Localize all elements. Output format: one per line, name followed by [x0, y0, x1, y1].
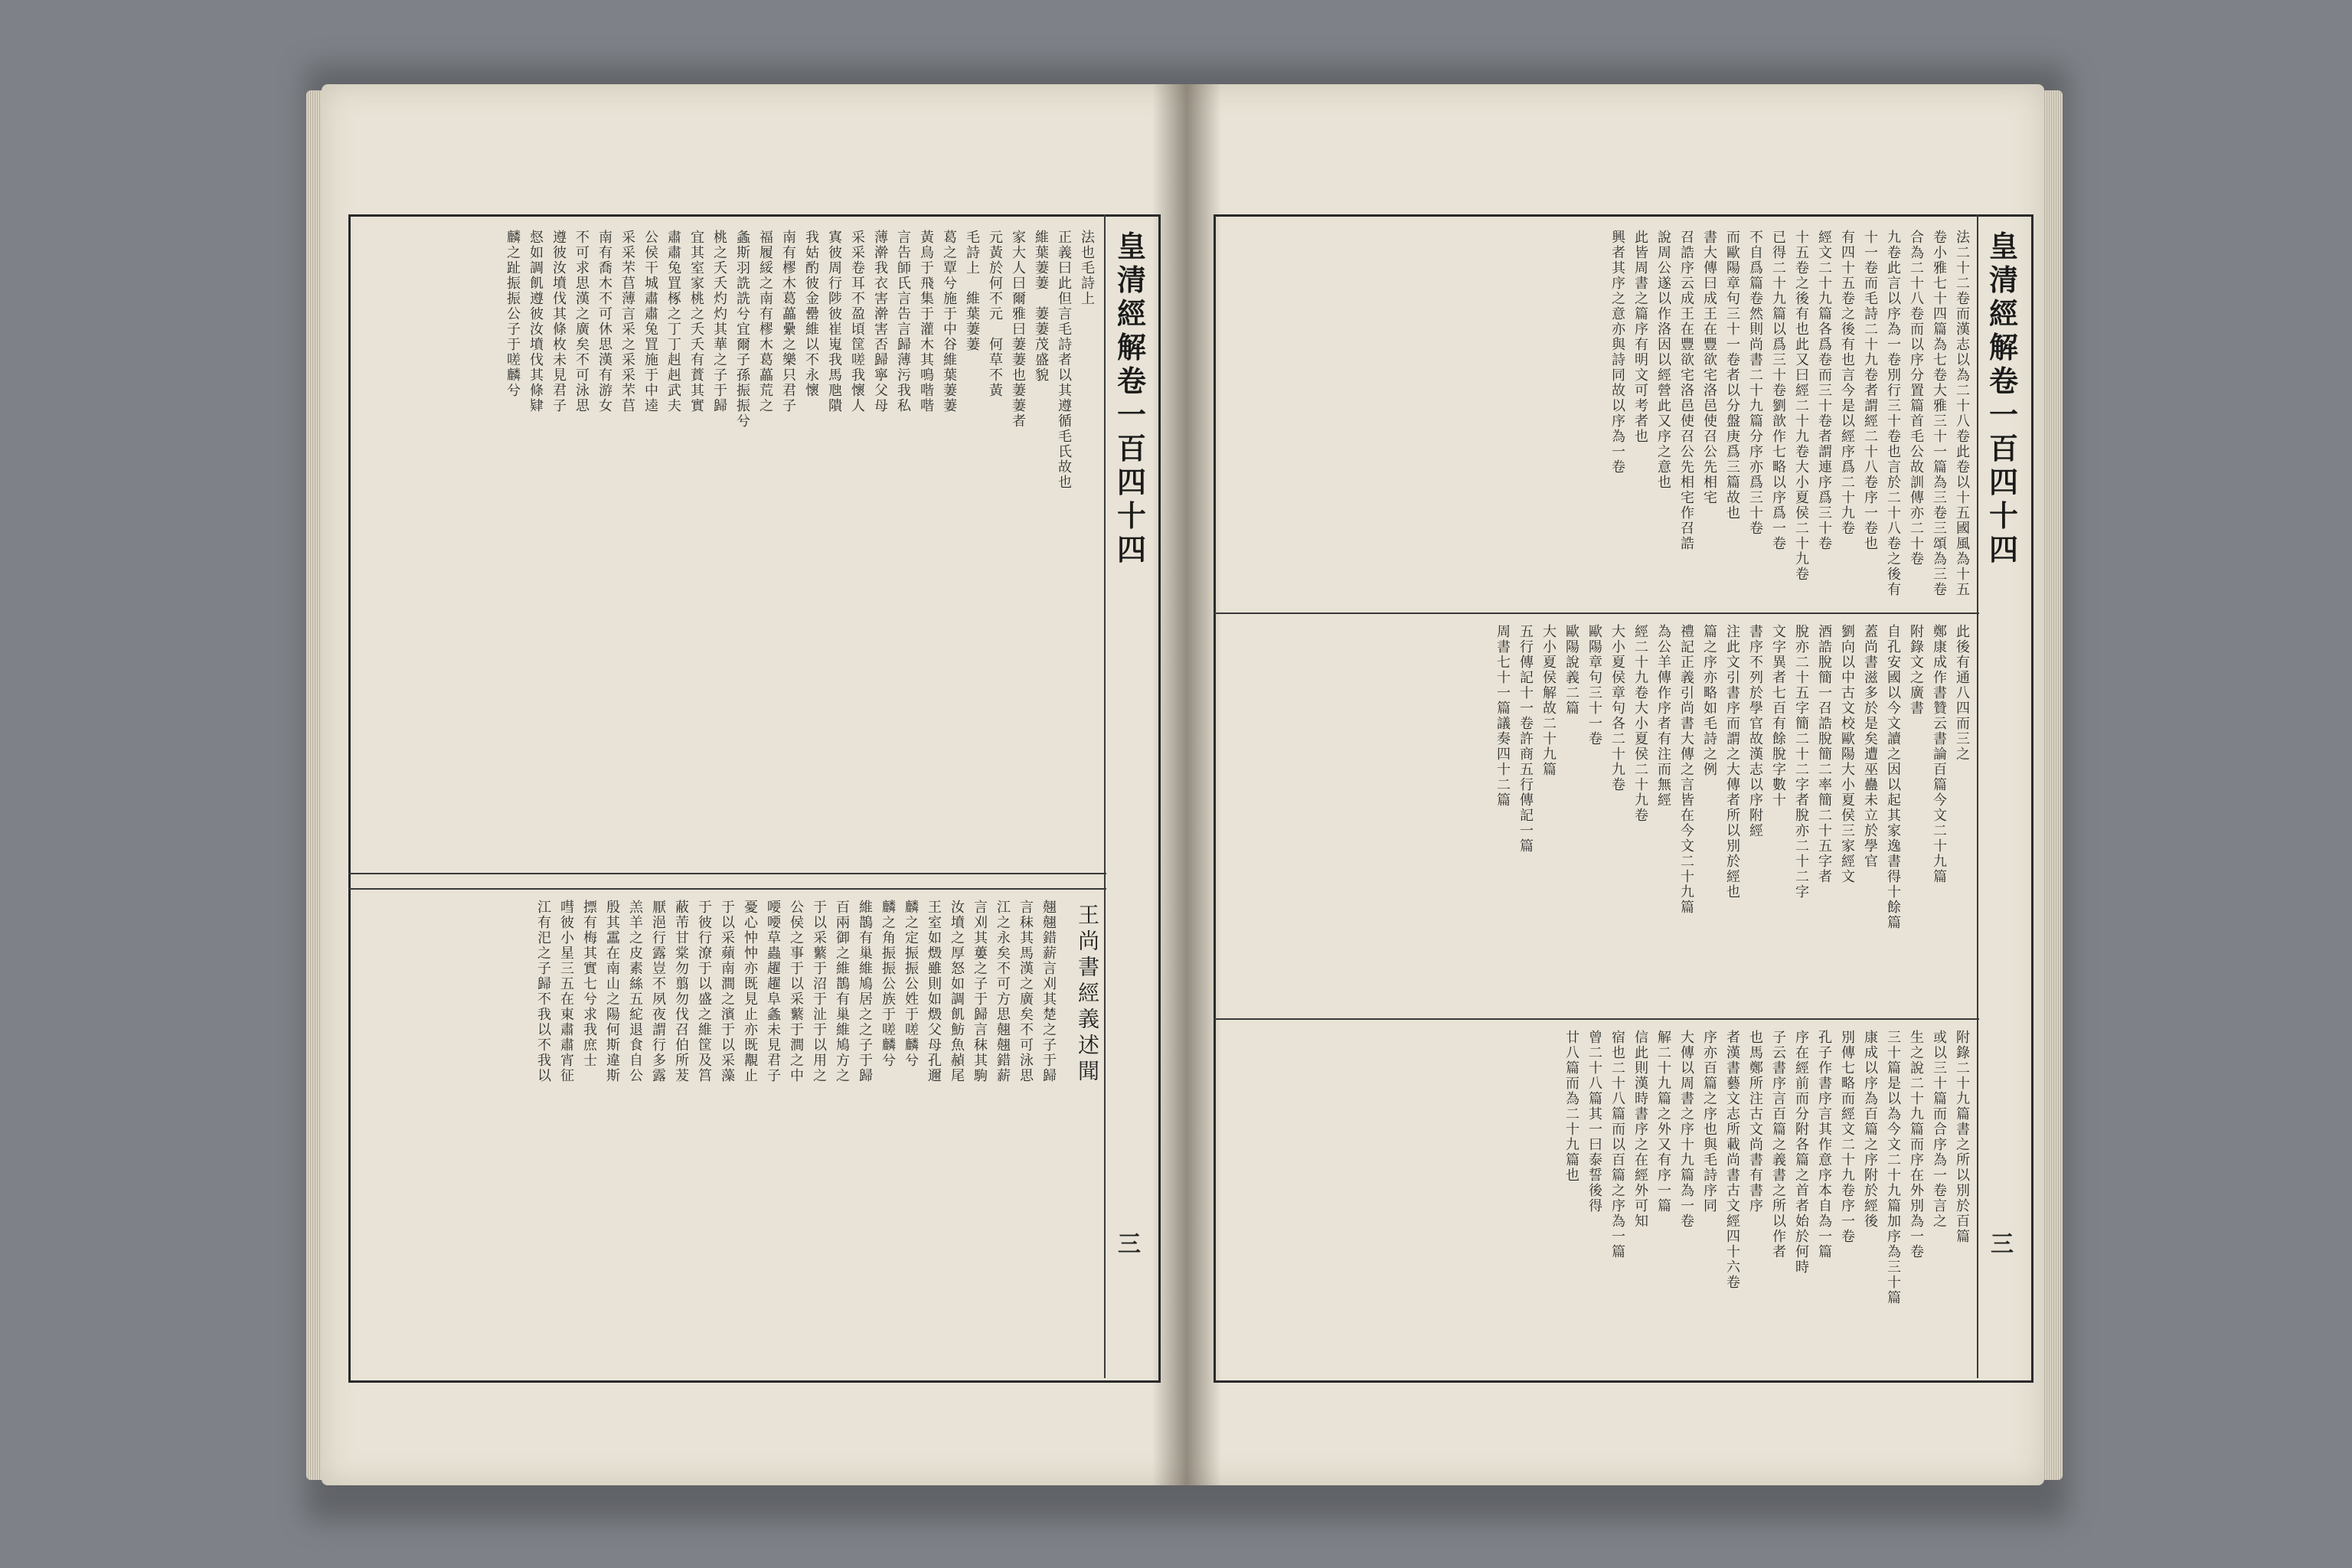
text-column: 福履綏之南有樛木葛藟荒之 — [757, 230, 773, 413]
text-column: 公侯干城肅肅兔罝施于中逵 — [642, 230, 658, 413]
text-column: 歐陽說義二篇 — [1563, 624, 1579, 716]
text-column: 而歐陽章句三十一卷者以分盤庚爲三篇故也 — [1724, 230, 1740, 521]
text-column: 九卷此言以序為一卷別行三十卷也言於二十八卷之後有 — [1885, 230, 1901, 597]
text-column: 蓋尚書滋多於是矣遭巫蠱未立於學官 — [1862, 624, 1878, 869]
text-column: 十一卷而毛詩二十九卷者謂經二十八卷序一卷也 — [1862, 230, 1878, 551]
text-column: 自孔安國以今文讀之因以起其家逸書得十餘篇 — [1885, 624, 1901, 930]
text-column: 召誥序云成王在豐欲宅洛邑使召公先相宅作召誥 — [1678, 230, 1694, 551]
text-column: 書序不列於學官故漢志以序附經 — [1747, 624, 1763, 838]
banner-char: 百 — [1988, 431, 2018, 466]
text-column: 家大人曰爾雅曰萋萋也萋萋者 — [1010, 230, 1026, 429]
text-column: 殷其靁在南山之陽何斯違斯 — [604, 900, 620, 1083]
text-column: 于以采蘋南澗之濱于以采藻 — [719, 900, 735, 1083]
text-column: 百兩御之維鵲有巢維鳩方之 — [834, 900, 850, 1083]
text-column: 桃之夭夭灼灼其華之子于歸 — [711, 230, 727, 413]
left-banner-rule — [1104, 214, 1106, 1378]
text-column: 注此文引書序而謂之大傳者所以別於經也 — [1724, 624, 1740, 900]
banner-char: 清 — [1116, 263, 1146, 297]
banner-char: 經 — [1988, 296, 2018, 331]
banner-char: 四 — [1988, 465, 2018, 499]
text-column: 元黃於何不元 何草不黃 — [987, 230, 1003, 398]
right-text-upper — [1223, 230, 1970, 605]
text-column: 子云書序言百篇之義書之所以作者 — [1770, 1030, 1786, 1259]
left-text-lower — [360, 900, 1057, 1367]
left-divider-mid — [348, 888, 1106, 890]
text-column: 法二十二卷而漢志以為二十八卷此卷以十五國風為十五 — [1954, 230, 1970, 597]
text-column: 江有汜之子歸不我以不我以 — [535, 900, 551, 1083]
text-column: 言告師氏言告言歸薄污我私 — [895, 230, 911, 413]
text-column: 書大傳曰成王在豐欲宅洛邑使召公先相宅 — [1701, 230, 1717, 505]
text-column: 法也毛詩上 — [1079, 230, 1095, 306]
book-gutter — [1152, 84, 1221, 1485]
text-column: 羔羊之皮素絲五紽退食自公 — [627, 900, 643, 1083]
text-column: 附錄文之廣書 — [1908, 624, 1924, 716]
text-column: 宿也二十八篇而以百篇之序為一篇 — [1609, 1030, 1625, 1259]
text-column: 寘彼周行陟彼崔嵬我馬虺隤 — [826, 230, 842, 413]
text-column: 蔽芾甘棠勿翦勿伐召伯所茇 — [673, 900, 689, 1083]
left-page-edges — [306, 90, 323, 1480]
text-column: 毛詩上 維葉萋萋 — [964, 230, 980, 352]
text-column: 南有樛木葛藟纍之樂只君子 — [780, 230, 796, 413]
banner-char: 卷 — [1988, 364, 2018, 398]
text-column: 麟之趾振振公子于嗟麟兮 — [505, 230, 521, 398]
text-column: 采采卷耳不盈頃筐嗟我懷人 — [849, 230, 865, 413]
right-banner-title — [1979, 230, 2028, 567]
text-column: 王室如燬雖則如燬父母孔邇 — [926, 900, 942, 1083]
text-column: 十五卷之後有也此又曰經二十九卷大小夏侯二十九卷 — [1793, 230, 1809, 582]
text-column: 不可求思漢之廣矣不可泳思 — [573, 230, 590, 413]
banner-char: 四 — [1988, 532, 2018, 567]
text-column: 五行傳記十一卷許商五行傳記一篇 — [1517, 624, 1534, 854]
text-column: 為公羊傳作序者有注而無經 — [1655, 624, 1671, 808]
text-column: 維鵲有巢維鳩居之之子于歸 — [857, 900, 873, 1083]
banner-char: 一 — [1988, 397, 2018, 432]
banner-char: 皇 — [1116, 229, 1146, 263]
text-column: 此皆周書之篇序有明文可考者也 — [1632, 230, 1648, 444]
text-column: 康成以序為百篇之序附於經後 — [1862, 1030, 1878, 1229]
text-column: 也馬鄭所注古文尚書有書序 — [1747, 1030, 1763, 1214]
left-divider-upper — [348, 873, 1106, 874]
text-column: 篇之序亦略如毛詩之例 — [1701, 624, 1717, 777]
text-column: 我姑酌彼金罍維以不永懷 — [803, 230, 819, 398]
text-column: 維葉萋萋 萋萋茂盛貌 — [1033, 230, 1049, 383]
banner-char: 解 — [1988, 330, 2018, 364]
text-column: 三十篇是以為今文二十九篇加序為三十篇 — [1885, 1030, 1901, 1305]
text-column: 歐陽章句三十一卷 — [1586, 624, 1602, 746]
right-text-middle — [1223, 624, 1970, 1011]
text-column: 或以三十篇而合序為一卷言之 — [1931, 1030, 1947, 1229]
right-divider-lower — [1214, 1018, 1979, 1020]
text-column: 黃鳥于飛集于灌木其鳴喈喈 — [918, 230, 934, 413]
right-text-lower — [1223, 1030, 1970, 1367]
text-column: 葛之覃兮施于中谷維葉萋萋 — [941, 230, 957, 413]
text-column: 于以采蘩于沼于沚于以用之 — [811, 900, 827, 1083]
text-column: 孔子作書序言其作意序本自為一篇 — [1816, 1030, 1832, 1259]
text-column: 酒誥脫簡一召誥脫簡二率簡二十五字者 — [1816, 624, 1832, 884]
text-column: 大傳以周書之序十九篇為一卷 — [1678, 1030, 1694, 1229]
text-column: 宜其室家桃之夭夭有蕡其實 — [688, 230, 704, 413]
text-column: 言秣其馬漢之廣矣不可泳思 — [1018, 900, 1034, 1083]
text-column: 有四十五卷之後有也言今是以經序爲二十九卷 — [1839, 230, 1855, 536]
text-column: 文字異者七百有餘脫字數十 — [1770, 624, 1786, 808]
banner-char: 四 — [1116, 465, 1146, 499]
text-column: 已得二十九篇以爲三十卷劉歆作七略以序爲一卷 — [1770, 230, 1786, 551]
left-text-upper — [360, 230, 1095, 865]
banner-char: 一 — [1116, 397, 1146, 432]
right-page-edges — [2043, 90, 2063, 1480]
text-column: 生之說二十九篇而序在外別為一卷 — [1908, 1030, 1924, 1259]
text-column: 江之永矣不可方思翹翹錯薪 — [995, 900, 1011, 1083]
left-banner-title — [1107, 230, 1156, 567]
text-column: 經二十九卷大小夏侯二十九卷 — [1632, 624, 1648, 823]
text-column: 周書七十一篇議奏四十二篇 — [1494, 624, 1511, 808]
banner-char: 十 — [1116, 498, 1146, 533]
text-column: 附錄二十九篇書之所以別於百篇 — [1954, 1030, 1970, 1244]
text-column: 嘒彼小星三五在東肅肅宵征 — [558, 900, 574, 1083]
text-column: 者漢書藝文志所載尚書古文經四十六卷 — [1724, 1030, 1740, 1290]
right-banner-rule — [1977, 214, 1978, 1378]
banner-char: 皇 — [1988, 229, 2018, 263]
banner-char: 四 — [1116, 532, 1146, 567]
text-column: 此後有通八四而三之 — [1954, 624, 1970, 762]
text-column: 摽有梅其實七兮求我庶士 — [581, 900, 597, 1068]
text-column: 序亦百篇之序也與毛詩序同 — [1701, 1030, 1717, 1214]
text-column: 經文二十九篇各爲卷而三十卷者謂連序爲三十卷 — [1816, 230, 1832, 551]
text-column: 公侯之事于以采蘩于澗之中 — [788, 900, 804, 1083]
left-caption: 王尚書經義述聞 — [1075, 903, 1100, 1086]
text-column: 麟之定振振公姓于嗟麟兮 — [903, 900, 919, 1068]
text-column: 序在經前而分附各篇之首者始於何時 — [1793, 1030, 1809, 1275]
text-column: 別傳七略而經文二十九卷序一卷 — [1839, 1030, 1855, 1244]
text-column: 于彼行潦于以盛之維筐及筥 — [696, 900, 712, 1083]
text-column: 興者其序之意亦與詩同故以序為一卷 — [1609, 230, 1625, 475]
text-column: 曾二十八篇其一曰泰誓後得 — [1586, 1030, 1602, 1214]
text-column: 南有喬木不可休思漢有游女 — [596, 230, 612, 413]
text-column: 采采芣苢薄言采之采采芣苢 — [619, 230, 635, 413]
text-column: 汝墳之厚怒如調飢魴魚赬尾 — [949, 900, 965, 1083]
banner-char: 經 — [1116, 296, 1146, 331]
text-column: 信此則漢時書序之在經外可知 — [1632, 1030, 1648, 1229]
banner-char: 清 — [1988, 263, 2018, 297]
text-column: 麟之角振振公族于嗟麟兮 — [880, 900, 896, 1068]
text-column: 遵彼汝墳伐其條枚未見君子 — [550, 230, 567, 413]
text-column: 合為二十八卷而以序分置篇首毛公故訓傳亦二十卷 — [1908, 230, 1924, 567]
text-column: 憂心忡忡亦既見止亦既覯止 — [742, 900, 758, 1083]
text-column: 言刈其蔞之子于歸言秣其駒 — [972, 900, 988, 1083]
banner-char: 解 — [1116, 330, 1146, 364]
text-column: 惄如調飢遵彼汝墳伐其條肄 — [528, 230, 544, 413]
text-column: 禮記正義引尚書大傳之言皆在今文二十九篇 — [1678, 624, 1694, 915]
text-column: 廿八篇而為二十九篇也 — [1563, 1030, 1579, 1183]
left-page-number: 三 — [1118, 1231, 1141, 1258]
banner-char: 百 — [1116, 431, 1146, 466]
text-column: 厭浥行露豈不夙夜謂行多露 — [650, 900, 666, 1083]
banner-char: 十 — [1988, 498, 2018, 533]
text-column: 卷小雅七十四篇為七卷大雅三十一篇為三卷三頌為三卷 — [1931, 230, 1947, 597]
text-column: 喓喓草蟲趯趯阜螽未見君子 — [765, 900, 781, 1083]
text-column: 大小夏侯章句各二十九卷 — [1609, 624, 1625, 792]
right-page-number: 三 — [1991, 1231, 2014, 1258]
text-column: 正義曰此但言毛詩者以其遵循毛氏故也 — [1056, 230, 1072, 490]
text-column: 肅肅兔罝椓之丁丁赳赳武夫 — [665, 230, 681, 413]
text-column: 薄澣我衣害澣害否歸寧父母 — [872, 230, 888, 413]
text-column: 大小夏侯解故二十九篇 — [1540, 624, 1557, 777]
text-column: 不自爲篇卷然則尚書二十九篇分序亦爲三十卷 — [1747, 230, 1763, 536]
text-column: 鄭康成作書贊云書論百篇今文二十九篇 — [1931, 624, 1947, 884]
text-column: 劉向以中古文校歐陽大小夏侯三家經文 — [1839, 624, 1855, 884]
banner-char: 卷 — [1116, 364, 1146, 398]
text-column: 螽斯羽詵詵兮宜爾子孫振振兮 — [734, 230, 750, 429]
text-column: 翹翹錯薪言刈其楚之子于歸 — [1040, 900, 1057, 1083]
text-column: 解二十九篇之外又有序一篇 — [1655, 1030, 1671, 1214]
text-column: 脫亦二十五字簡二十二字者脫亦二十二字 — [1793, 624, 1809, 900]
text-column: 說周公遂以作洛因以經營此又序之意也 — [1655, 230, 1671, 490]
right-divider-upper — [1214, 612, 1979, 614]
